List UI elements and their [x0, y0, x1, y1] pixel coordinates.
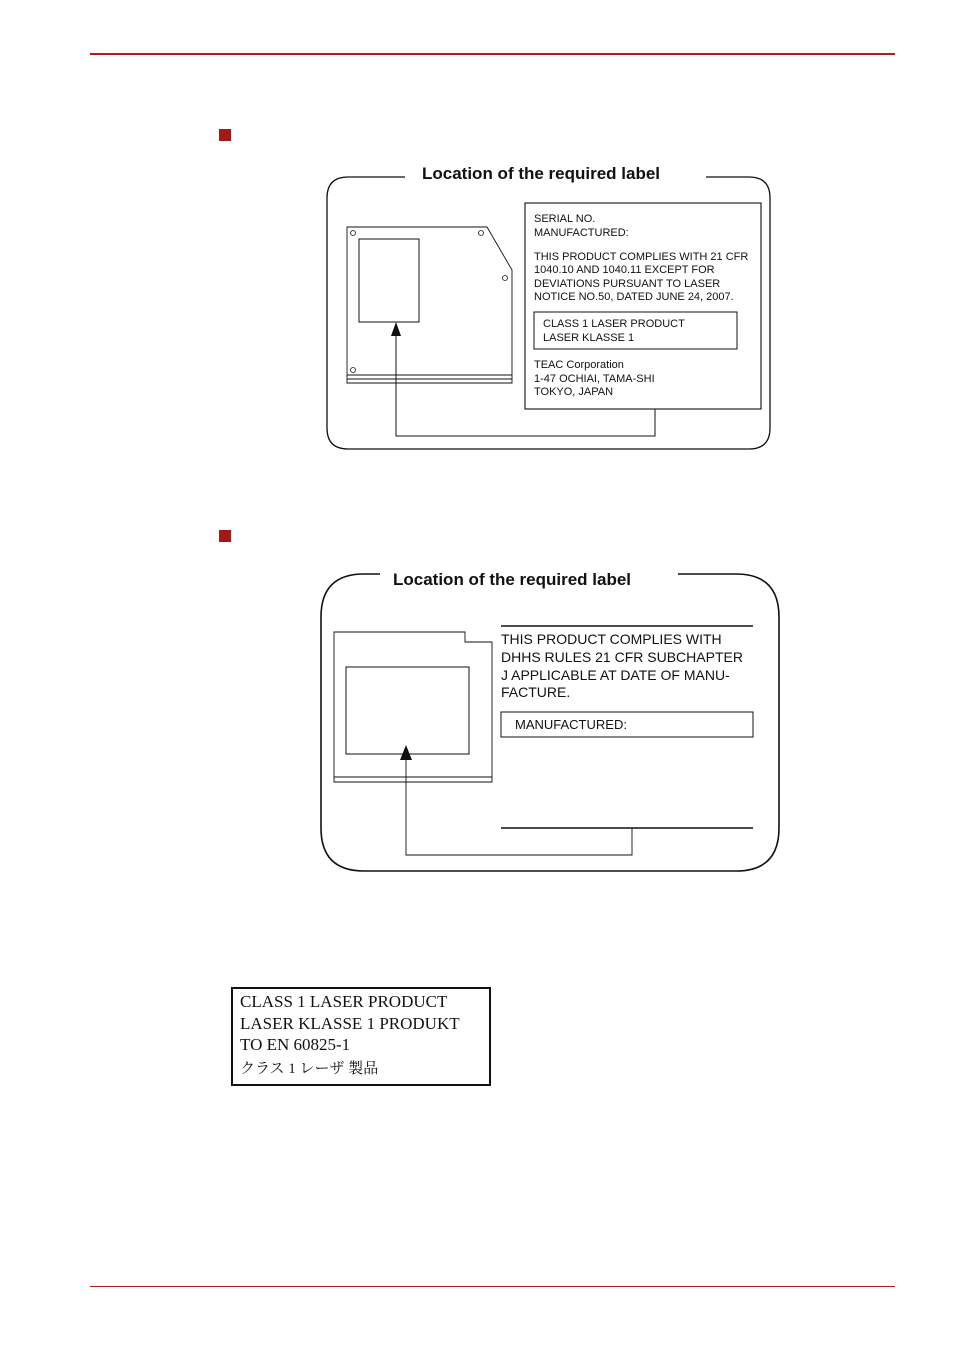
diagram-2-label-position [346, 667, 469, 754]
compliance-line: NOTICE NO.50, DATED JUNE 24, 2007. [534, 291, 734, 303]
diagram-1-drive-outline [347, 227, 512, 383]
class-1-laser-label [231, 987, 491, 1086]
compliance-line: J APPLICABLE AT DATE OF MANU- [501, 667, 730, 683]
diagram-2-title: Location of the required label [393, 570, 632, 589]
arrow-up-icon [400, 745, 412, 760]
compliance-line: THIS PRODUCT COMPLIES WITH [501, 631, 722, 647]
diagram-1-title: Location of the required label [422, 164, 661, 183]
compliance-line: THIS PRODUCT COMPLIES WITH 21 CFR [534, 251, 749, 263]
arrow-up-icon [391, 322, 401, 336]
compliance-line: 1040.10 AND 1040.11 EXCEPT FOR [534, 264, 715, 276]
diagram-1-label-position [359, 239, 419, 322]
diagram-2-pointer-line [406, 760, 632, 855]
class-label-line-japanese: クラス 1 レーザ 製品 [240, 1061, 379, 1077]
screw-hole-icon [351, 368, 356, 373]
serial-no-text: SERIAL NO. [534, 213, 596, 225]
screw-hole-icon [479, 231, 484, 236]
diagram-2-label-text [501, 631, 743, 700]
compliance-line: FACTURE. [501, 684, 571, 700]
screw-hole-icon [503, 276, 508, 281]
diagram-1-label-text [534, 213, 748, 398]
compliance-line: DEVIATIONS PURSUANT TO LASER [534, 278, 721, 290]
manufactured-text: MANUFACTURED: [515, 717, 627, 732]
manufactured-text: MANUFACTURED: [534, 227, 629, 239]
compliance-line: DHHS RULES 21 CFR SUBCHAPTER [501, 649, 743, 665]
diagram-2-drive-outline [334, 632, 492, 782]
screw-hole-icon [351, 231, 356, 236]
manufacturer-line: TOKYO, JAPAN [534, 386, 614, 398]
manufacturer-line: TEAC Corporation [534, 359, 624, 371]
class-label-line: TO EN 60825-1 [240, 1035, 351, 1054]
class-label-line: LASER KLASSE 1 PRODUKT [240, 1014, 460, 1033]
manufacturer-line: 1-47 OCHIAI, TAMA-SHI [534, 373, 655, 385]
class-line: CLASS 1 LASER PRODUCT [543, 318, 685, 330]
class-label-line: CLASS 1 LASER PRODUCT [240, 992, 448, 1011]
footer-rule [90, 1286, 895, 1287]
class-line: LASER KLASSE 1 [543, 332, 635, 344]
